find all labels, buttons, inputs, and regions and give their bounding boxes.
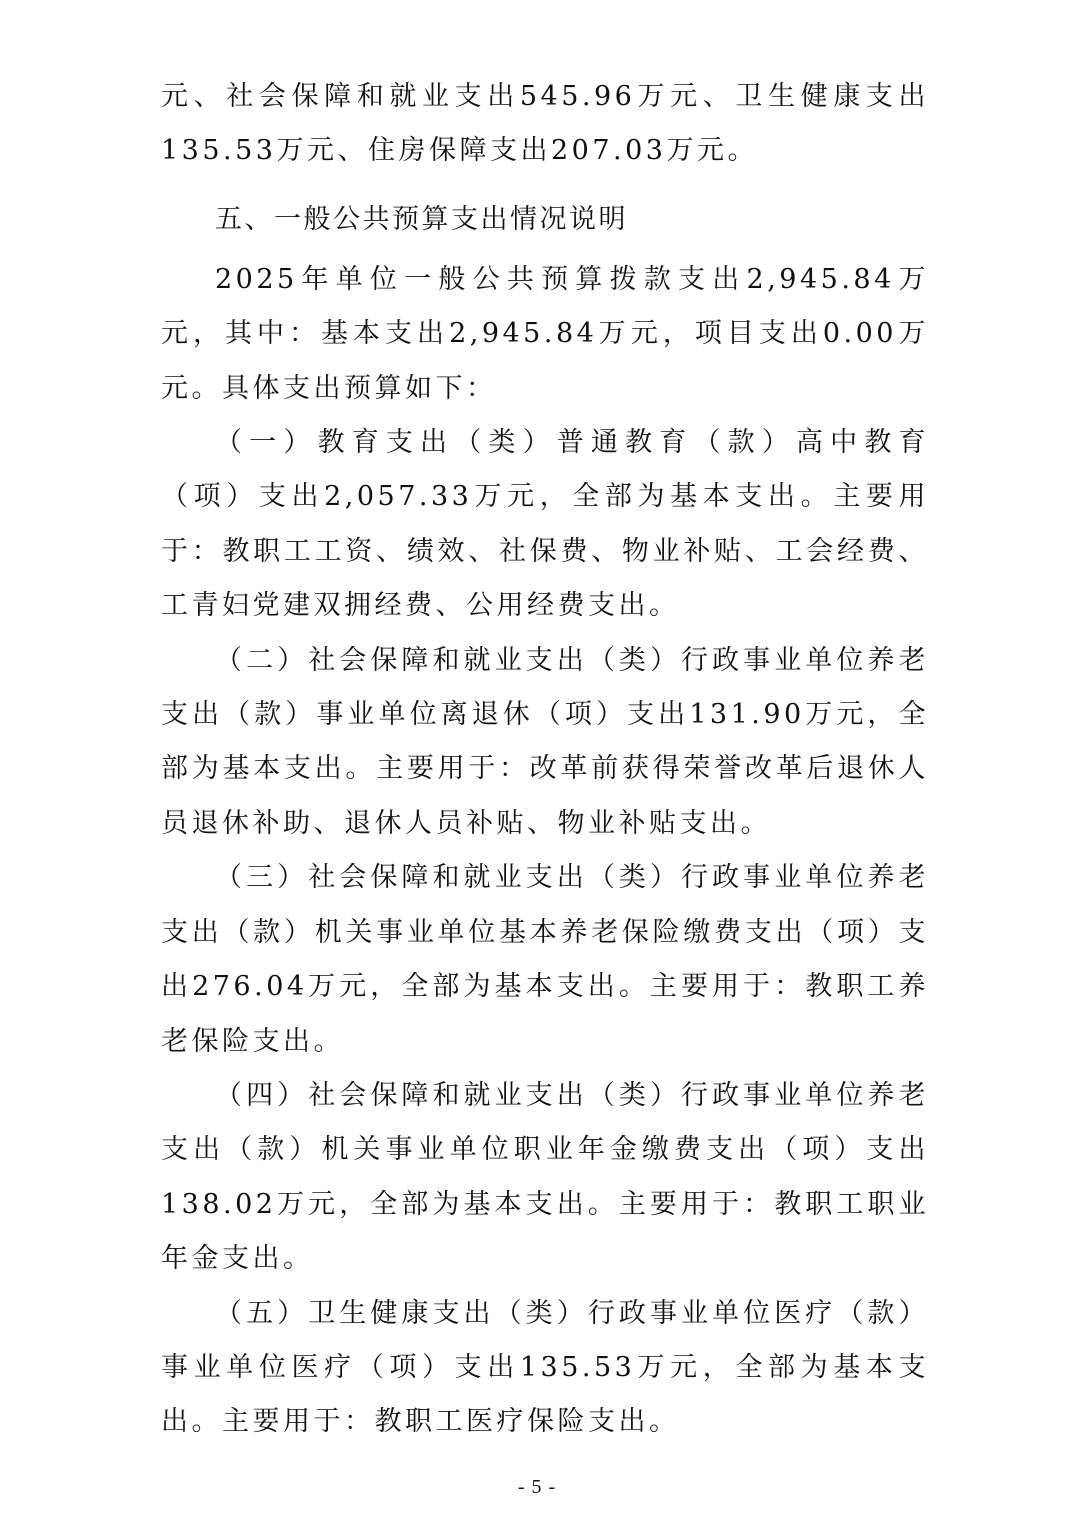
expenditure-item-2: （二）社会保障和就业支出（类）行政事业单位养老支出（款）事业单位离退休（项）支出131.90万元，全部为基本支出。主要用于：改革前获得荣誉改革后退休人员退休补助、退休人员补贴、物业补贴支出。	[161, 644, 929, 839]
expenditure-item-1: （一）教育支出（类）普通教育（款）高中教育（项）支出2,057.33万元，全部为基本支出。主要用于：教职工工资、绩效、社保费、物业补贴、工会经费、工青妇党建双拥经费、公用经费支出。	[161, 427, 929, 622]
continuation-paragraph: 元、社会保障和就业支出545.96万元、卫生健康支出135.53万元、住房保障支出207.03万元。	[161, 81, 929, 167]
expenditure-item-4: （四）社会保障和就业支出（类）行政事业单位养老支出（款）机关事业单位职业年金缴费支出（项）支出138.02万元，全部为基本支出。主要用于：教职工职业年金支出。	[161, 1079, 929, 1275]
expenditure-item-3: （三）社会保障和就业支出（类）行政事业单位养老支出（款）机关事业单位基本养老保险缴费支出（项）支出276.04万元，全部为基本支出。主要用于：教职工养老保险支出。	[161, 862, 929, 1057]
page-number: - 5 -	[517, 1476, 557, 1498]
section-heading: 五、一般公共预算支出情况说明	[215, 203, 628, 235]
expenditure-item-5: （五）卫生健康支出（类）行政事业单位医疗（款）事业单位医疗（项）支出135.53万元，全部为基本支出。主要用于：教职工医疗保险支出。	[161, 1297, 929, 1438]
document-body	[161, 70, 929, 1450]
intro-paragraph: 2025年单位一般公共预算拨款支出2,945.84万元，其中：基本支出2,945.84万元，项目支出0.00万元。具体支出预算如下：	[161, 263, 929, 404]
